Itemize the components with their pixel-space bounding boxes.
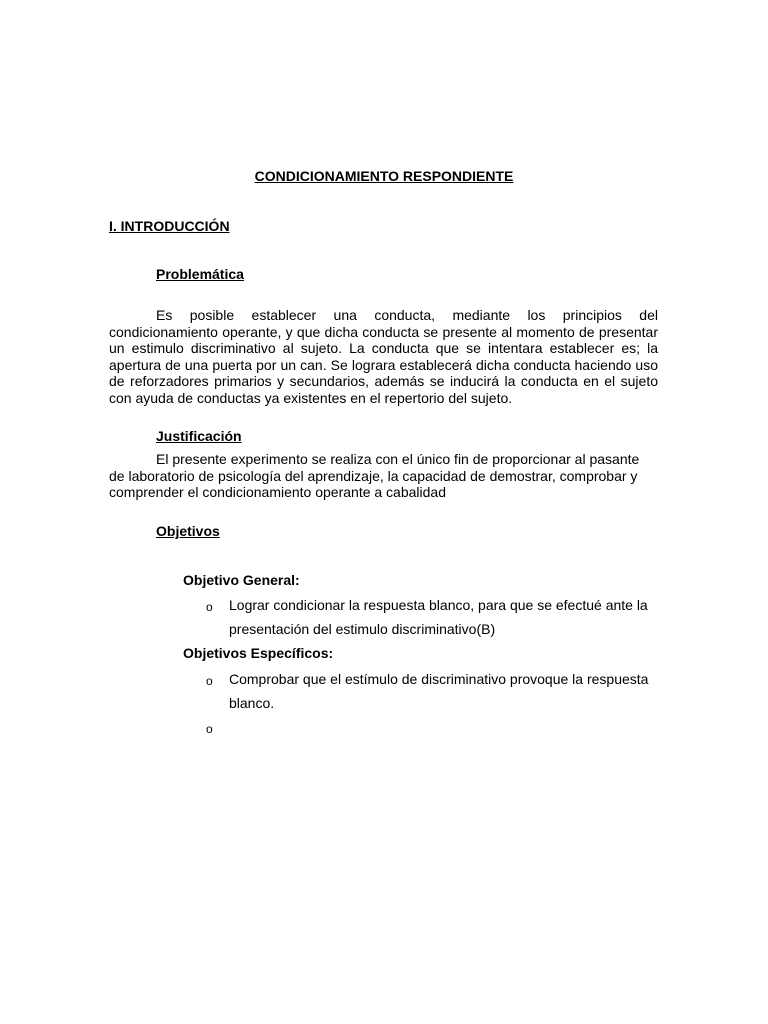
document-title: CONDICIONAMIENTO RESPONDIENTE [254, 168, 514, 184]
bullet-circle-icon: o [206, 600, 213, 614]
paragraph-problematica: Es posible establecer una conducta, mediante los principios del condicionamiento operante, y que dicha conducta se presente al momento de presentar un estimulo discriminativo al sujeto. La conducta que se intentara establecer es; la apertura de una puerta por un can. Se lograra establecerá dicha conducta haciendo uso de reforzadores primarios y secundarios, además se inducirá la conducta en el sujeto con ayuda de conductas ya existentes en el repertorio del sujeto. [109, 307, 658, 406]
bullet-circle-icon: o [206, 722, 213, 736]
heading-objetivos-especificos: Objetivos Específicos: [183, 645, 334, 661]
list-item-objetivo-especifico: Comprobar que el estímulo de discriminativo provoque la respuesta blanco. [229, 671, 649, 711]
heading-problematica: Problemática [156, 266, 244, 282]
bullet-circle-icon: o [206, 674, 213, 688]
heading-objetivos: Objetivos [156, 523, 220, 539]
section-heading-introduccion: I. INTRODUCCIÓN [109, 218, 230, 234]
list-item-objetivo-general: Lograr condicionar la respuesta blanco, para que se efectué ante la presentación del estimulo discriminativo(B) [229, 597, 648, 637]
paragraph-justificacion: El presente experimento se realiza con el único fin de proporcionar al pasante de laboratorio de psicología del aprendizaje, la capacidad de demostrar, comprobar y comprender el condicionamiento operante a cabalidad [109, 451, 640, 500]
heading-objetivo-general: Objetivo General: [183, 572, 300, 588]
heading-justificacion: Justificación [156, 428, 242, 444]
